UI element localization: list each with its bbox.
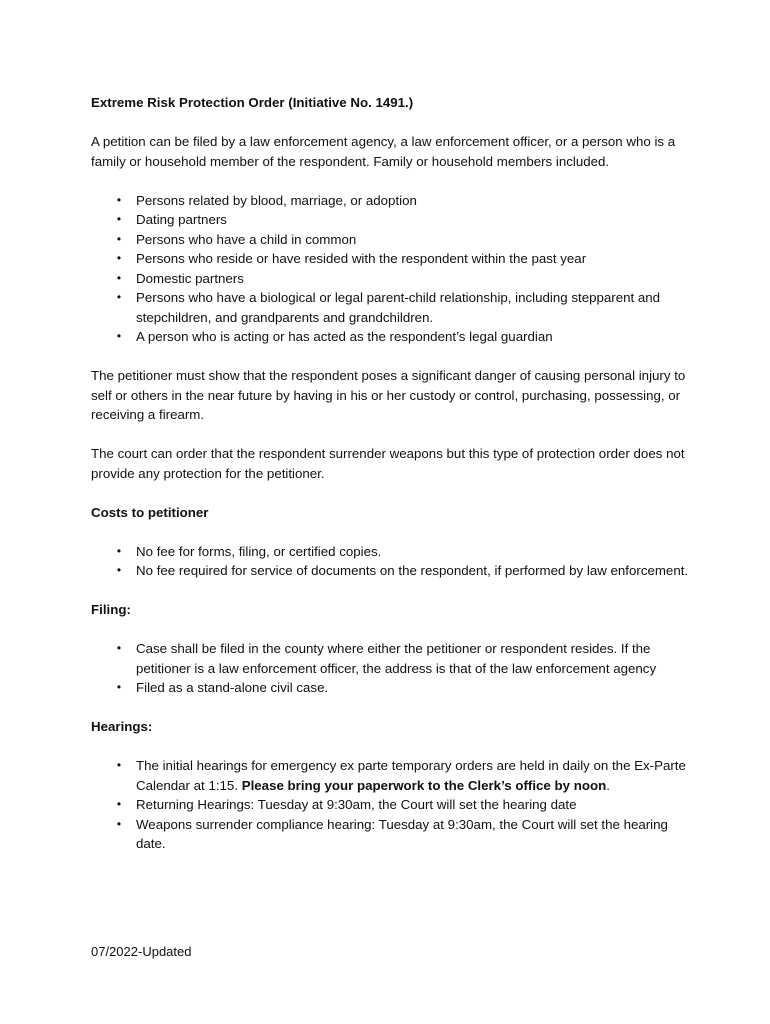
bullet-icon: • <box>116 563 122 577</box>
list-item: • Filed as a stand-alone civil case. <box>91 678 691 698</box>
list-item: • Persons who reside or have resided with the respondent within the past year <box>91 249 691 269</box>
bullet-icon: • <box>116 290 122 304</box>
costs-list <box>91 542 691 581</box>
list-item: • A person who is acting or has acted as the respondent’s legal guardian <box>91 327 691 347</box>
list-item: • The initial hearings for emergency ex parte temporary orders are held in daily on the Ex-Parte Calendar at 1:15. Please bring your paperwork to the Clerk’s office by noon. <box>91 756 691 795</box>
bullet-icon: • <box>116 816 122 831</box>
bullet-icon: • <box>116 543 122 558</box>
bullet-icon: • <box>116 797 122 811</box>
filing-list <box>91 639 691 698</box>
bullet-icon: • <box>116 192 122 207</box>
filing-heading: Filing: <box>91 602 131 617</box>
bullet-icon: • <box>116 251 122 265</box>
bullet-icon: • <box>116 680 122 694</box>
list-item: • Persons who have a child in common <box>91 230 691 250</box>
costs-heading: Costs to petitioner <box>91 504 209 520</box>
list-item: • No fee required for service of documents on the respondent, if performed by law enforcement. <box>91 561 691 581</box>
list-item: • Weapons surrender compliance hearing: Tuesday at 9:30am, the Court will set the hearing date. <box>91 815 691 854</box>
bullet-icon: • <box>116 641 122 655</box>
bullet-icon: • <box>116 329 122 343</box>
list-item: • No fee for forms, filing, or certified copies. <box>91 542 691 562</box>
bullet-icon: • <box>116 270 122 285</box>
list-item: • Persons related by blood, marriage, or adoption <box>91 191 691 211</box>
list-item: • Returning Hearings: Tuesday at 9:30am, the Court will set the hearing date <box>91 795 691 815</box>
document-body <box>91 93 691 854</box>
danger-paragraph: The petitioner must show that the respondent poses a significant danger of causing personal injury to self or others in the near future by having in his or her custody or control, purchasing, possessing, or receiving a firearm. <box>91 368 686 422</box>
list-item: • Domestic partners <box>91 269 691 289</box>
list-item: • Dating partners <box>91 210 691 230</box>
page-title: Extreme Risk Protection Order (Initiative No. 1491.) <box>91 95 414 110</box>
list-item: • Persons who have a biological or legal parent-child relationship, including stepparent and stepchildren, and grandparents and grandchildren. <box>91 288 691 327</box>
clerk-deadline-note: Please bring your paperwork to the Clerk’s office by noon <box>241 777 607 793</box>
bullet-icon: • <box>116 758 122 772</box>
bullet-icon: • <box>116 212 122 226</box>
hearings-heading: Hearings: <box>91 719 153 734</box>
intro-paragraph: A petition can be filed by a law enforcement agency, a law enforcement officer, or a person who is a family or household member of the respondent. Family or household members included. <box>91 134 676 169</box>
bullet-icon: • <box>116 231 122 246</box>
list-item: • Case shall be filed in the county where either the petitioner or respondent resides. If the petitioner is a law enforcement officer, the address is that of the law enforcement agency <box>91 639 691 678</box>
hearings-list <box>91 756 691 854</box>
members-list <box>91 191 691 347</box>
court-paragraph: The court can order that the respondent surrender weapons but this type of protection order does not provide any protection for the petitioner. <box>91 446 685 481</box>
footer-updated-date: 07/2022-Updated <box>91 944 192 959</box>
